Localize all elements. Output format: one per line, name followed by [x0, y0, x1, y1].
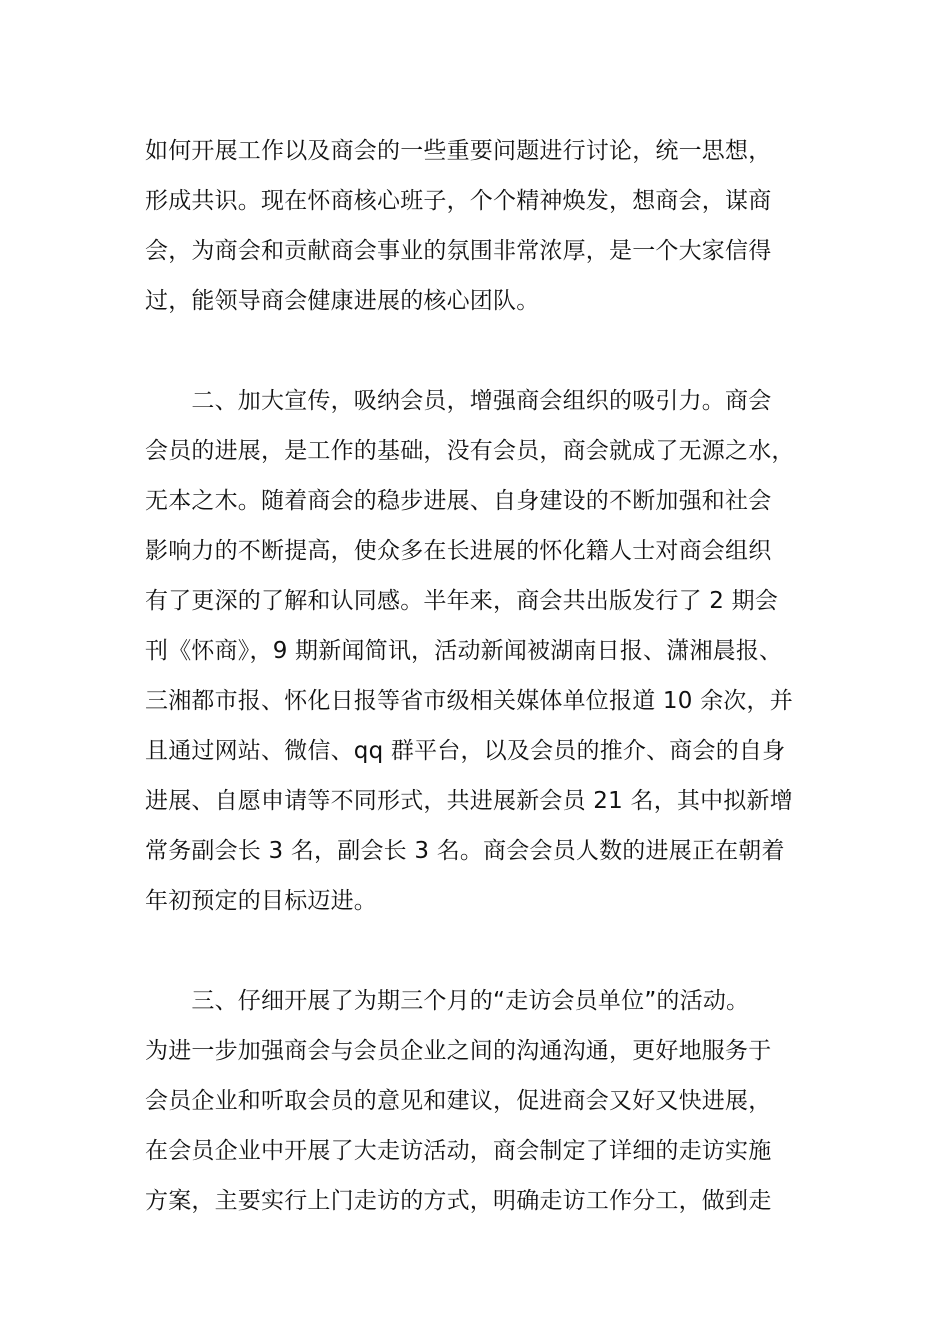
paragraph-2-line-10: 常务副会长 3 名，副会长 3 名。商会会员人数的进展正在朝着: [145, 838, 785, 864]
paragraph-2-line-7: 三湘都市报、怀化日报等省市级相关媒体单位报道 10 余次，并: [145, 688, 793, 714]
paragraph-1-line-2: 形成共识。现在怀商核心班子，个个精神焕发，想商会，谋商: [145, 188, 772, 214]
paragraph-3-line-4: 在会员企业中开展了大走访活动，商会制定了详细的走访实施: [145, 1138, 772, 1164]
paragraph-1-line-1: 如何开展工作以及商会的一些重要问题进行讨论，统一思想，: [145, 138, 772, 164]
paragraph-3-line-3: 会员企业和听取会员的意见和建议，促进商会又好又快进展，: [145, 1088, 772, 1114]
paragraph-2-line-4: 影响力的不断提高，使众多在长进展的怀化籍人士对商会组织: [145, 538, 772, 564]
paragraph-2-line-8: 且通过网站、微信、qq 群平台，以及会员的推介、商会的自身: [145, 738, 786, 764]
paragraph-2-line-1: 二、加大宣传，吸纳会员，增强商会组织的吸引力。商会: [145, 388, 772, 414]
paragraph-3-line-1: 三、仔细开展了为期三个月的“走访会员单位”的活动。: [145, 988, 750, 1014]
paragraph-2-line-5: 有了更深的了解和认同感。半年来，商会共出版发行了 2 期会: [145, 588, 779, 614]
paragraph-2-line-11: 年初预定的目标迈进。: [145, 888, 377, 914]
paragraph-3-line-5: 方案，主要实行上门走访的方式，明确走访工作分工，做到走: [145, 1188, 772, 1214]
paragraph-2-line-9: 进展、自愿申请等不同形式，共进展新会员 21 名，其中拟新增: [145, 788, 793, 814]
paragraph-2-line-2: 会员的进展，是工作的基础，没有会员，商会就成了无源之水，: [145, 438, 795, 464]
paragraph-1-line-3: 会，为商会和贡献商会事业的氛围非常浓厚，是一个大家信得: [145, 238, 772, 264]
paragraph-2-line-3: 无本之木。随着商会的稳步进展、自身建设的不断加强和社会: [145, 488, 772, 514]
paragraph-3-line-2: 为进一步加强商会与会员企业之间的沟通沟通，更好地服务于: [145, 1038, 772, 1064]
paragraph-1-line-4: 过，能领导商会健康进展的核心团队。: [145, 288, 540, 314]
paragraph-2-line-6: 刊《怀商》，9 期新闻简讯，活动新闻被湖南日报、潇湘晨报、: [145, 638, 783, 664]
